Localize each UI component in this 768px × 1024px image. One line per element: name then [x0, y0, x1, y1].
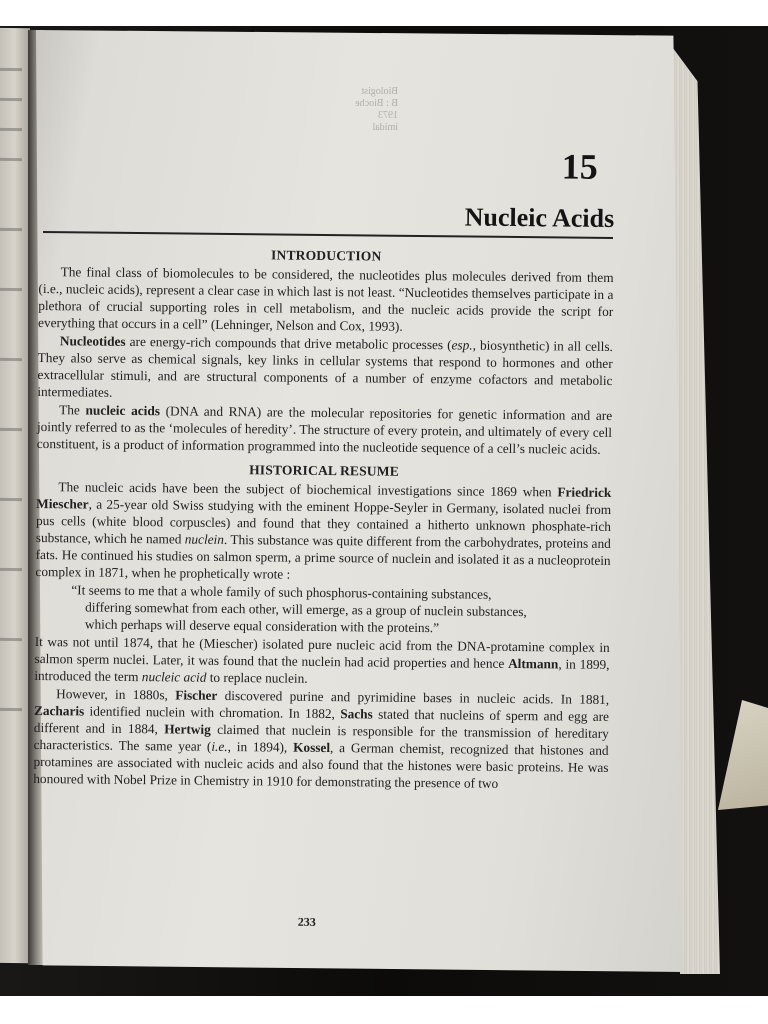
name-altmann: Altmann	[508, 655, 559, 672]
ghost-line: imidal	[372, 122, 398, 133]
text-run: , a German chemist, recognized that histones and protamines are associated with nucleic acids and also found that the histones were basic proteins. He was honoured with Nobel Prize in Chemistry in 1910 for demonstrating the presence of two	[33, 740, 609, 791]
italic-run: i.e.	[211, 738, 228, 754]
ghost-line: B : Bioche	[355, 98, 398, 109]
history-paragraph-3	[33, 685, 609, 793]
section-heading-historical-resume: HISTORICAL RESUME	[249, 462, 400, 479]
text-run: discovered purine and pyrimidine bases in nucleic acids. In 1881,	[217, 687, 610, 707]
text-run: , in 1894),	[227, 738, 294, 755]
quote-line: “It seems to me that a whole family of such phosphorus-containing substances,	[71, 582, 492, 602]
name-sachs: Sachs	[340, 706, 373, 722]
chapter-title: Nucleic Acids	[464, 202, 615, 234]
history-paragraph-1	[35, 478, 611, 586]
ghost-line: Biologist	[361, 86, 398, 97]
history-paragraph-2	[34, 633, 610, 690]
left-page-edge	[0, 28, 30, 963]
name-miescher: Friedrick Miescher	[36, 484, 612, 512]
text-run: It was not until 1874, that he (Miescher) isolated pure nucleic acid from the DNA-protamine complex in salmon sperm nuclei. Later, it was found that the nuclein had acid properties and hence	[34, 633, 610, 671]
text-run: , biosynthetic) in all cells. They also serve as chemical signals, key links in cellular systems that respond to hormones and other extracellular stimuli, and are structural components of a number of enzyme cofactors and metabolic intermediates.	[37, 337, 613, 400]
text-run: identified nuclein with chromation. In 1882,	[84, 703, 341, 722]
text-run: claimed that nuclein is responsible for the transmission of hereditary characteristics. The same year (	[33, 721, 609, 754]
block-quote	[71, 581, 587, 637]
intro-paragraph-3	[37, 401, 613, 458]
term-nucleotides: Nucleotides	[59, 333, 126, 349]
text-run: (DNA and RNA) are the molecular repositories for genetic information and are jointly referred to as the ‘molecules of heredity’. The structure of every protein, and ultimately of every cell constituent, is a product of information programmed into the nucleotide sequence of a cell’s nucleic acids.	[36, 403, 613, 457]
text-run: are energy-rich compounds that drive metabolic processes (	[125, 333, 452, 353]
body-text	[33, 244, 614, 794]
text-run: However, in 1880s,	[56, 686, 176, 703]
text-run: stated that nucleins of sperm and egg are different and in 1884,	[33, 706, 610, 737]
italic-run: esp.	[451, 337, 473, 353]
page-number: 233	[297, 914, 316, 929]
section-heading-introduction: INTRODUCTION	[271, 247, 382, 264]
chapter-number: 15	[561, 146, 598, 187]
name-hertwig: Hertwig	[164, 721, 211, 737]
name-fischer: Fischer	[175, 687, 218, 703]
quote-line: differing somewhat from each other, will emerge, as a group of nuclein substances,	[85, 599, 527, 620]
text-run: The	[59, 402, 86, 418]
quote-line: which perhaps will deserve equal consideration with the proteins.”	[84, 616, 440, 636]
term-nuclein: nuclein	[184, 531, 225, 547]
name-kossel: Kossel	[293, 739, 331, 756]
name-zacharis: Zacharis	[33, 702, 85, 719]
term-nucleic-acids: nucleic acids	[85, 402, 161, 419]
intro-paragraph-2	[37, 332, 613, 406]
ghost-line: 1973	[378, 110, 398, 121]
text-run: , a 25-year old Swiss studying with the eminent Hoppe-Seyler in Germany, isolated nuclei from pus cells (white blood corpuscles) and found that they contained a hitherto unknown phosphate-rich substance, which he named	[35, 496, 612, 547]
text-run: , in 1899, introduced the term	[34, 656, 610, 685]
text-run: to replace nuclein.	[206, 669, 308, 686]
show-through-text	[318, 86, 398, 134]
term-nucleic-acid: nucleic acid	[141, 669, 207, 685]
text-run: . This substance was quite different from the carbohydrates, proteins and fats. He continued his studies on salmon sperm, a prime source of nuclein and isolated it as a nucleoprotein complex in 1871, when he prophetically wrote :	[35, 531, 611, 582]
intro-paragraph-1: The final class of biomolecules to be considered, the nucleotides plus molecules derived from them (i.e., nucleic acids), represent a clear case in which last is not least. “Nucleotides themselves participate in a plethora of crucial supporting roles in cell metabolism, and the nucleic acids provide the script for everything that occurs in a cell” (Lehninger, Nelson and Cox, 1993).	[38, 264, 614, 334]
text-run: The nucleic acids have been the subject of biochemical investigations since 1869 when	[58, 479, 558, 500]
